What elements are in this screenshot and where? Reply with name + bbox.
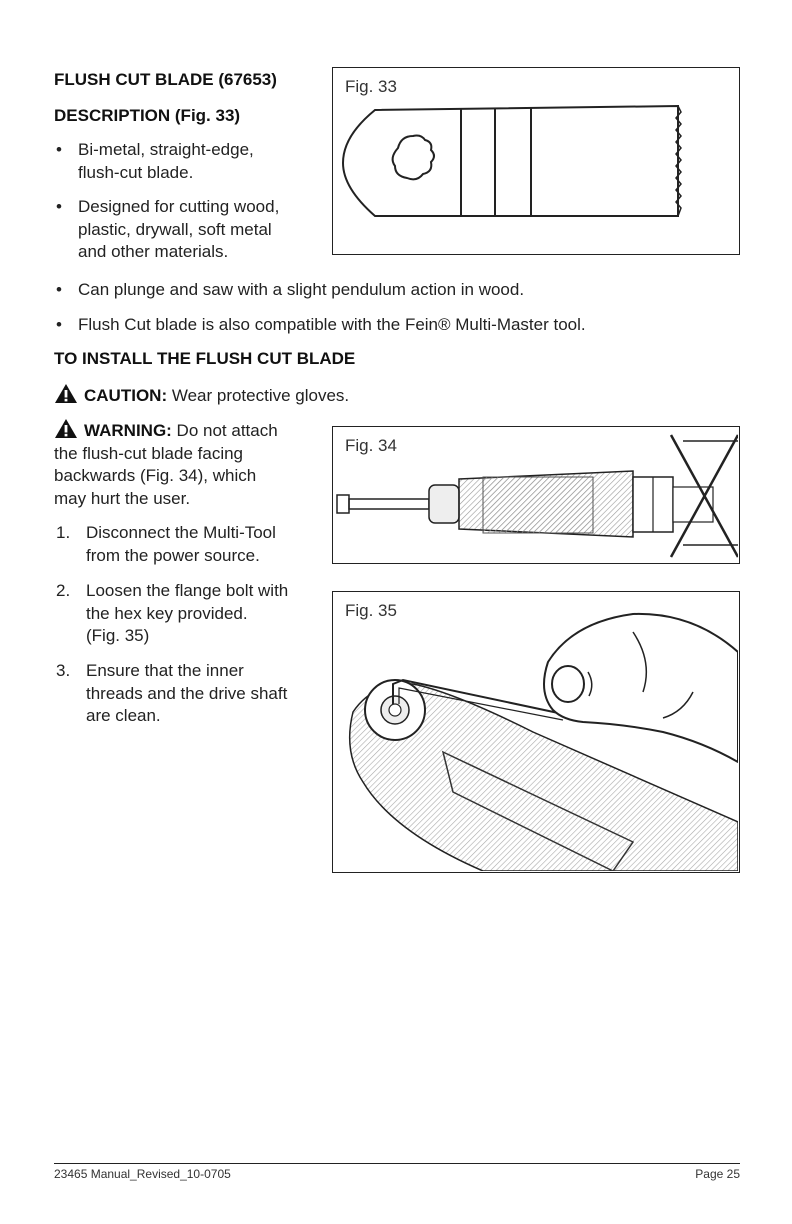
bullet-line: and other materials.: [78, 242, 229, 261]
backwards-blade-illustration: [333, 427, 738, 562]
warning-triangle-icon: [54, 383, 78, 404]
bullet-line: flush-cut blade.: [78, 162, 194, 182]
bullet-line: plastic, drywall, soft metal: [78, 219, 272, 239]
warning-triangle-icon: [54, 418, 78, 439]
caution-note: [54, 383, 349, 408]
step-text: Loosen the flange bolt with: [86, 581, 289, 600]
step-text: Ensure that the inner: [86, 661, 244, 680]
warning-text: may hurt the user.: [54, 488, 191, 508]
warning-label: WARNING:: [84, 421, 172, 440]
warning-text: the flush-cut blade facing: [54, 443, 244, 463]
step-text: Disconnect the Multi-Tool: [86, 523, 276, 542]
caution-label: CAUTION:: [84, 386, 168, 405]
figure-34: [332, 426, 740, 564]
figure-33: [332, 67, 740, 255]
warning-text: Do not attach: [171, 421, 278, 440]
step-text: are clean.: [86, 706, 161, 725]
figure-label: Fig. 33: [345, 77, 397, 96]
footer-rule: [54, 1163, 740, 1164]
figure-label: Fig. 34: [345, 436, 397, 455]
step-number: 3.: [56, 661, 71, 680]
step-text: from the power source.: [86, 545, 260, 565]
bullet-line: Bi-metal, straight-edge,: [78, 140, 254, 159]
step-text: the hex key provided.: [86, 603, 248, 623]
figure-label: Fig. 35: [345, 601, 397, 620]
step-number: 1.: [56, 523, 71, 542]
flush-cut-blade-illustration: [333, 68, 738, 253]
caution-text: Wear protective gloves.: [167, 386, 350, 405]
footer-document-id: 23465 Manual_Revised_10-0705: [54, 1167, 231, 1181]
bullet-text: Flush Cut blade is also compatible with the Fein® Multi-Master tool.: [78, 315, 586, 334]
description-heading: DESCRIPTION (Fig. 33): [54, 106, 241, 125]
hex-key-loosening-illustration: [333, 592, 738, 871]
step-text: threads and the drive shaft: [86, 683, 288, 703]
section-title: FLUSH CUT BLADE (67653): [54, 70, 277, 89]
bullet-text: Can plunge and saw with a slight pendulum action in wood.: [78, 280, 525, 299]
install-heading: TO INSTALL THE FLUSH CUT BLADE: [54, 349, 356, 368]
figure-35: [332, 591, 740, 873]
footer-page-number: Page 25: [695, 1167, 740, 1181]
warning-note: [54, 418, 324, 510]
bullet-line: Designed for cutting wood,: [78, 197, 280, 216]
warning-text: backwards (Fig. 34), which: [54, 466, 257, 485]
step-text: (Fig. 35): [86, 626, 150, 645]
step-number: 2.: [56, 581, 71, 600]
